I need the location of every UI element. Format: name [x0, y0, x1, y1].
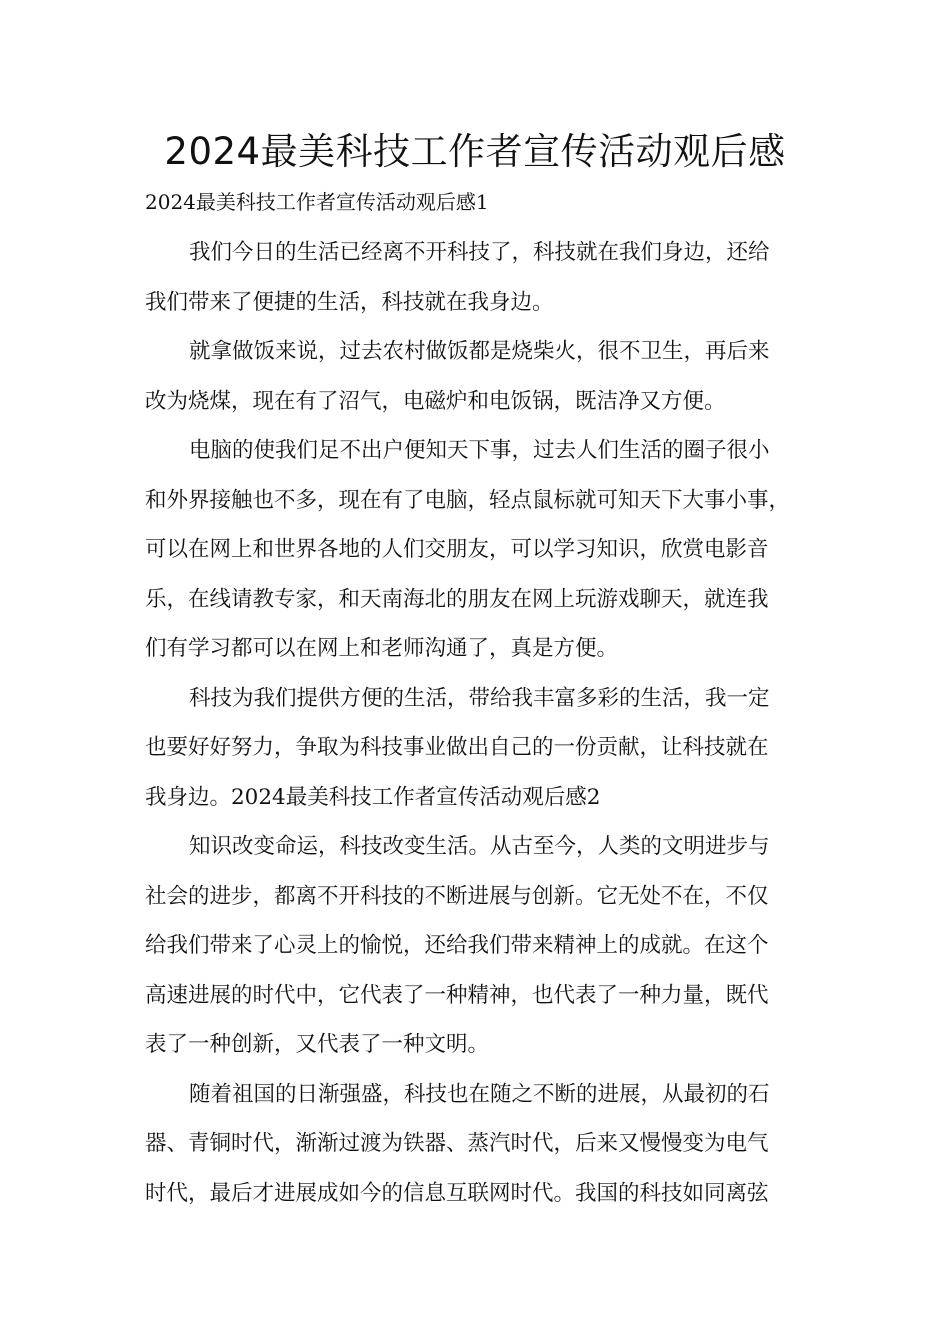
text-line: 也要好好努力，争取为科技事业做出自己的一份贡献，让科技就在 — [145, 735, 769, 760]
paragraph — [145, 674, 807, 823]
text-line: 们有学习都可以在网上和老师沟通了，真是方便。 — [145, 636, 619, 661]
text-line: 和外界接触也不多，现在有了电脑，轻点鼠标就可知天下大事小事， — [145, 487, 791, 513]
paragraph — [145, 426, 807, 674]
text-line: 就拿做饭来说，过去农村做饭都是烧柴火，很不卫生，再后来 — [189, 339, 770, 364]
text-line: 随着祖国的日渐强盛，科技也在随之不断的进展，从最初的石 — [189, 1081, 770, 1107]
text-line: 知识改变命运，科技改变生活。从古至今，人类的文明进步与 — [189, 834, 770, 859]
text-line: 社会的进步，都离不开科技的不断进展与创新。它无处不在，不仅 — [145, 883, 769, 909]
document-title: 2024最美科技工作者宣传活动观后感 — [164, 130, 786, 173]
paragraph — [145, 228, 807, 327]
paragraph — [145, 1070, 807, 1219]
text-line: 我们今日的生活已经离不开科技了，科技就在我们身边，还给 — [189, 240, 770, 265]
document-body — [145, 228, 807, 1218]
text-line: 电脑的使我们足不出户便知天下事，过去人们生活的圈子很小 — [189, 438, 770, 463]
text-line: 我们带来了便捷的生活，科技就在我身边。 — [145, 289, 554, 315]
text-line: 改为烧煤，现在有了沼气，电磁炉和电饭锅，既洁净又方便。 — [145, 388, 726, 414]
text-line: 可以在网上和世界各地的人们交朋友，可以学习知识，欣赏电影音 — [145, 537, 769, 562]
text-line: 科技为我们提供方便的生活，带给我丰富多彩的生活，我一定 — [189, 685, 770, 711]
text-line: 给我们带来了心灵上的愉悦，还给我们带来精神上的成就。在这个 — [145, 933, 769, 958]
paragraph — [145, 327, 807, 426]
text-line: 高速进展的时代中，它代表了一种精神，也代表了一种力量，既代 — [145, 982, 769, 1008]
section-heading: 2024最美科技工作者宣传活动观后感1 — [145, 190, 489, 214]
text-line: 表了一种创新，又代表了一种文明。 — [145, 1032, 490, 1057]
text-line: 器、青铜时代，渐渐过渡为铁器、蒸汽时代，后来又慢慢变为电气 — [145, 1131, 769, 1156]
text-line: 时代，最后才进展成如今的信息互联网时代。我国的科技如同离弦 — [145, 1180, 769, 1206]
text-line: 我身边。2024最美科技工作者宣传活动观后感2 — [145, 784, 601, 810]
text-line: 乐，在线请教专家，和天南海北的朋友在网上玩游戏聊天，就连我 — [145, 586, 769, 612]
paragraph — [145, 822, 807, 1070]
